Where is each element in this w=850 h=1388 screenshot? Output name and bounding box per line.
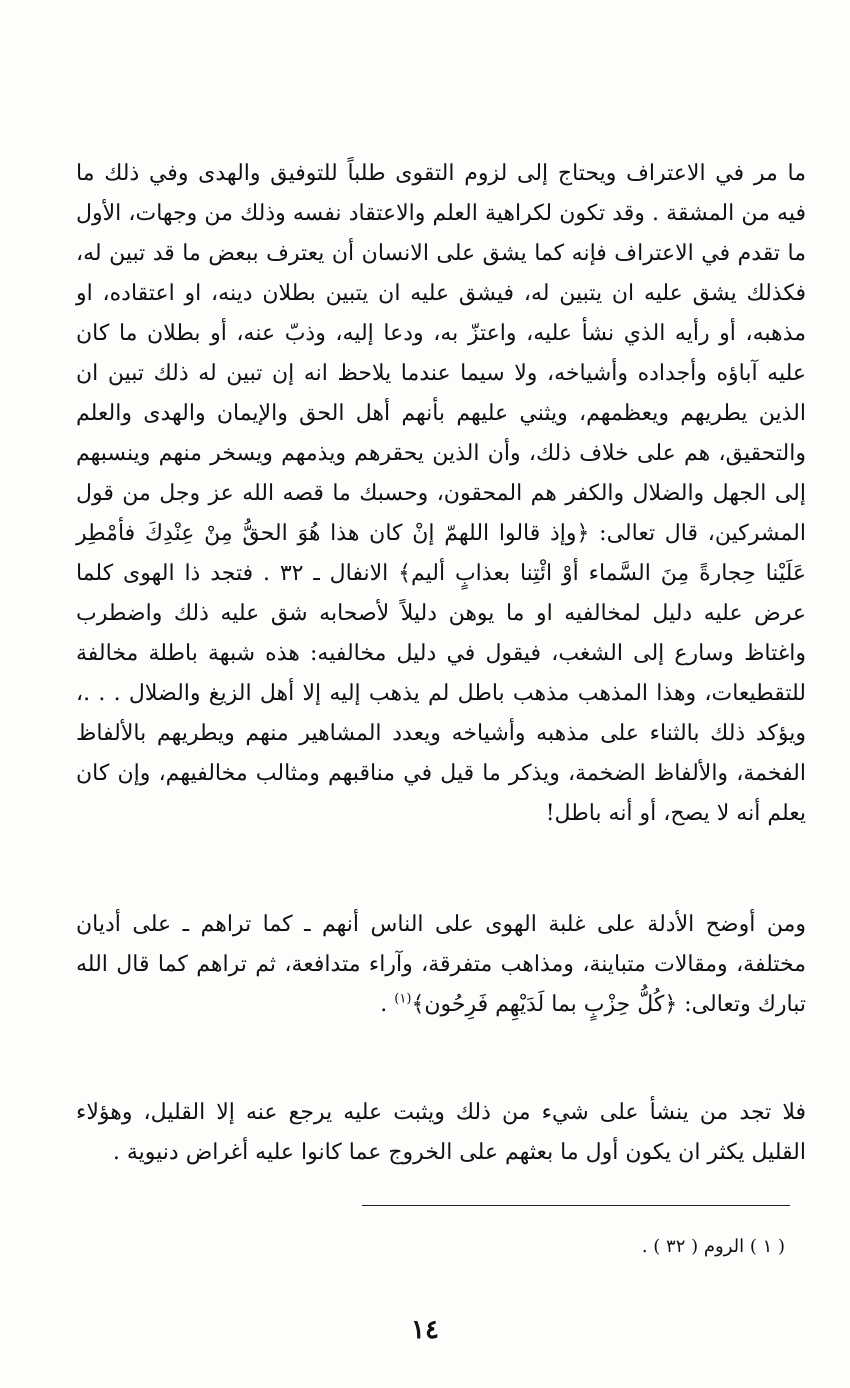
paragraph-1-text-after: الانفال ـ ٣٢ . فتجد ذا الهوى كلما عرض عليه دليل لمخالفيه او ما يوهن دليلاً لأصحابه شق عليه ذلك واضطرب واغتاظ وسارع إلى الشغب، فيقول في دليل مخالفيه: هذه شبهة باطلة مخالفة للتقطيعات، وهذا المذهب مذهب باطل لم يذهب إليه إلا أهل الزيغ والضلال . . .، ويؤكد ذلك بالثناء على مذهبه وأشياخه ويعدد المشاهير منهم ويطريهم بالألفاظ الفخمة، والألفاظ الضخمة، ويذكر ما قيل في مناقبهم ومثالب مخالفيهم، وإن كان يعلم أنه لا يصح، أو أنه باطل! [76,561,806,826]
paragraph-2-text-before: ومن أوضح الأدلة على غلبة الهوى على الناس أنهم ـ كما تراهم ـ على أديان مختلفة، ومقالات متباينة، ومذاهب متفرقة، وآراء متدافعة، ثم تراهم كما قال الله تبارك وتعالى: [76,912,806,1017]
page-number: ١٤ [411,1315,439,1345]
paragraph-2 [76,905,806,1025]
paragraph-1-quran-quote: ﴿وإذ قالوا اللهمّ إنْ كان هذا هُوَ الحقُّ مِنْ عِنْدِكَ فأمْطِر عَلَيْنا حِجارةً مِنَ السَّماء أوْ ائْتِنا بعذابٍ أليم﴾ [76,521,806,586]
paragraph-1 [76,154,806,834]
paragraph-3-text: فلا تجد من ينشأ على شيء من ذلك ويثبت عليه يرجع عنه إلا القليل، وهؤلاء القليل يكثر ان يكون أول ما بعثهم على الخروج عما كانوا عليه أغراض دنيوية . [76,1100,806,1165]
paragraph-3 [76,1093,806,1173]
paragraph-2-text-after: . [380,992,395,1017]
footnote-divider [362,1205,790,1206]
footnote-text: ( ١ ) الروم ( ٣٢ ) . [641,1236,785,1257]
paragraph-2-quran-quote: ﴿كُلُّ حِزْبٍ بما لَدَيْهِم فَرِحُون﴾ [411,992,678,1017]
footnote-marker: (١) [394,991,412,1007]
paragraph-1-text-before: ما مر في الاعتراف ويحتاج إلى لزوم التقوى طلباً للتوفيق والهدى وفي ذلك ما فيه من المشقة . وقد تكون لكراهية العلم والاعتقاد نفسه وذلك من وجهات، الأول ما تقدم في الاعتراف فإنه كما يشق على الانسان أن يعترف ببعض ما قد تبين له، فكذلك يشق عليه ان يتبين له، فيشق عليه ان يتبين بطلان دينه، او اعتقاده، او مذهبه، أو رأيه الذي نشأ عليه، واعتزّ به، ودعا إليه، وذبّ عنه، أو بطلان ما كان عليه آباؤه وأجداده وأشياخه، ولا سيما عندما يلاحظ انه إن تبين له ذلك تبين ان الذين يطريهم ويعظمهم، ويثني عليهم بأنهم أهل الحق والإيمان والهدى والعلم والتحقيق، هم على خلاف ذلك، وأن الذين يحقرهم ويذمهم ويسخر منهم وينسبهم إلى الجهل والضلال والكفر هم المحقون، وحسبك ما قصه الله عز وجل من قول المشركين، قال تعالى: [76,161,806,546]
